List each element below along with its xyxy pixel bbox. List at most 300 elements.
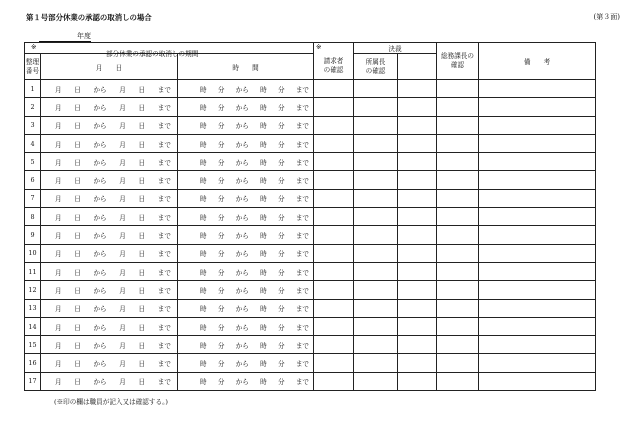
day-label: 日 [74, 195, 81, 204]
until-label: まで [295, 122, 309, 131]
dept-head-confirm-cell[interactable] [354, 262, 398, 280]
row-number: 12 [25, 281, 41, 299]
row-number: 11 [25, 262, 41, 280]
requester-confirm-cell[interactable] [314, 244, 354, 262]
day-label: 日 [138, 305, 146, 314]
date-range-cell[interactable] [41, 153, 178, 171]
date-range-cell[interactable] [41, 116, 178, 134]
hour-label: 時 [200, 286, 207, 295]
month-label: 月 [119, 305, 126, 314]
dept-head-confirm-cell[interactable] [354, 281, 398, 299]
gm-confirm-cell[interactable] [437, 189, 479, 207]
from-label: から [93, 103, 107, 112]
row-number: 13 [25, 299, 41, 317]
hour-label: 時 [260, 250, 267, 259]
remarks-cell[interactable] [479, 80, 596, 98]
month-label: 月 [55, 195, 62, 204]
day-label: 日 [74, 360, 81, 369]
minute-label: 分 [217, 250, 225, 259]
until-label: まで [295, 250, 309, 259]
table-row [25, 336, 596, 354]
requester-confirm-cell[interactable] [314, 336, 354, 354]
time-range-cell[interactable] [178, 244, 314, 262]
time-range-cell[interactable] [178, 80, 314, 98]
hour-label: 時 [260, 286, 267, 295]
row-number: 8 [25, 208, 41, 226]
gm-confirm-cell[interactable] [437, 354, 479, 372]
table-row [25, 244, 596, 262]
month-label: 月 [55, 268, 62, 277]
decision-cell[interactable] [398, 354, 437, 372]
requester-confirm-cell[interactable] [314, 171, 354, 189]
hour-label: 時 [200, 103, 207, 112]
month-label: 月 [55, 250, 62, 259]
day-label: 日 [74, 250, 81, 259]
from-label: から [235, 103, 249, 112]
date-range-cell[interactable] [41, 354, 178, 372]
day-label: 日 [74, 268, 81, 277]
until-label: まで [295, 341, 309, 350]
gm-confirm-cell[interactable] [437, 244, 479, 262]
remarks-cell[interactable] [479, 281, 596, 299]
date-range-cell[interactable] [41, 244, 178, 262]
remarks-cell[interactable] [479, 244, 596, 262]
date-range-cell[interactable] [41, 262, 178, 280]
minute-label: 分 [217, 103, 225, 112]
from-label: から [93, 140, 107, 149]
row-number: 4 [25, 134, 41, 152]
until-label: まで [157, 85, 171, 94]
from-label: から [93, 250, 107, 259]
requester-line-2: の確認 [323, 66, 344, 75]
month-label: 月 [55, 177, 62, 186]
date-range-cell[interactable] [41, 317, 178, 335]
row-number: 2 [25, 98, 41, 116]
time-range-cell[interactable] [178, 171, 314, 189]
table-row [25, 80, 596, 98]
time-range-cell[interactable] [178, 153, 314, 171]
requester-confirm-cell[interactable] [314, 134, 354, 152]
minute-label: 分 [217, 305, 225, 314]
decision-cell[interactable] [398, 336, 437, 354]
date-range-cell[interactable] [41, 281, 178, 299]
from-label: から [93, 268, 107, 277]
time-range-cell[interactable] [178, 262, 314, 280]
dept-head-confirm-header [354, 54, 398, 80]
time-column-header: 時 間 [178, 54, 314, 80]
hour-label: 時 [260, 103, 267, 112]
gm-confirm-cell[interactable] [437, 153, 479, 171]
requester-confirm-cell[interactable] [314, 80, 354, 98]
hour-label: 時 [200, 177, 207, 186]
mark-right: ※ [316, 43, 322, 51]
remarks-cell[interactable] [479, 317, 596, 335]
date-range-cell[interactable] [41, 134, 178, 152]
minute-label: 分 [217, 323, 225, 332]
from-label: から [93, 341, 107, 350]
date-range-cell[interactable] [41, 372, 178, 390]
decision-cell[interactable] [398, 189, 437, 207]
from-label: から [93, 378, 107, 387]
gm-confirm-cell[interactable] [437, 226, 479, 244]
row-number: 14 [25, 317, 41, 335]
day-label: 日 [74, 232, 81, 241]
from-label: から [235, 341, 249, 350]
from-label: から [93, 158, 107, 167]
until-label: まで [157, 378, 171, 387]
row-number: 1 [25, 80, 41, 98]
until-label: まで [295, 305, 309, 314]
date-range-cell[interactable] [41, 208, 178, 226]
remarks-cell[interactable] [479, 226, 596, 244]
gm-confirm-cell[interactable] [437, 299, 479, 317]
date-range-cell[interactable] [41, 80, 178, 98]
month-label: 月 [55, 232, 62, 241]
table-row [25, 299, 596, 317]
requester-confirm-cell[interactable] [314, 226, 354, 244]
day-label: 日 [138, 213, 146, 222]
day-label: 日 [138, 85, 146, 94]
minute-label: 分 [277, 323, 285, 332]
from-label: から [235, 323, 249, 332]
seiri-header [25, 54, 41, 80]
gm-confirm-cell[interactable] [437, 98, 479, 116]
month-label: 月 [55, 213, 62, 222]
gm-confirm-header [437, 43, 479, 80]
month-label: 月 [119, 360, 126, 369]
decision-cell[interactable] [398, 134, 437, 152]
from-label: から [235, 140, 249, 149]
until-label: まで [295, 323, 309, 332]
row-number: 7 [25, 189, 41, 207]
time-range-cell[interactable] [178, 208, 314, 226]
until-label: まで [295, 140, 309, 149]
decision-cell[interactable] [398, 80, 437, 98]
hour-label: 時 [200, 140, 207, 149]
table-row [25, 153, 596, 171]
table-row [25, 171, 596, 189]
gm-confirm-cell[interactable] [437, 171, 479, 189]
dept-head-confirm-cell[interactable] [354, 171, 398, 189]
requester-confirm-cell[interactable] [314, 372, 354, 390]
month-label: 月 [55, 341, 62, 350]
dept-head-confirm-cell[interactable] [354, 208, 398, 226]
day-label: 日 [138, 177, 146, 186]
until-label: まで [157, 305, 171, 314]
time-range-cell[interactable] [178, 98, 314, 116]
decision-cell[interactable] [398, 372, 437, 390]
requester-confirm-cell[interactable] [314, 189, 354, 207]
period-header-cell [25, 43, 314, 58]
decision-cell[interactable] [398, 116, 437, 134]
month-label: 月 [119, 232, 126, 241]
time-range-cell[interactable] [178, 372, 314, 390]
dept-head-confirm-cell[interactable] [354, 336, 398, 354]
day-label: 日 [138, 158, 146, 167]
decision-cell[interactable] [398, 281, 437, 299]
requester-confirm-cell[interactable] [314, 153, 354, 171]
requester-confirm-cell[interactable] [314, 262, 354, 280]
day-label: 日 [138, 140, 146, 149]
dept-head-confirm-cell[interactable] [354, 354, 398, 372]
decision-cell[interactable] [398, 171, 437, 189]
until-label: まで [157, 195, 171, 204]
hour-label: 時 [260, 140, 267, 149]
from-label: から [93, 213, 107, 222]
time-range-cell[interactable] [178, 226, 314, 244]
minute-label: 分 [277, 341, 285, 350]
decision-cell[interactable] [398, 299, 437, 317]
time-range-cell[interactable] [178, 134, 314, 152]
minute-label: 分 [217, 195, 225, 204]
remarks-cell[interactable] [479, 354, 596, 372]
hour-label: 時 [200, 305, 207, 314]
month-label: 月 [119, 85, 126, 94]
month-label: 月 [55, 286, 62, 295]
hour-label: 時 [260, 268, 267, 277]
remarks-cell[interactable] [479, 262, 596, 280]
month-label: 月 [119, 195, 126, 204]
date-range-cell[interactable] [41, 171, 178, 189]
hour-label: 時 [200, 213, 207, 222]
from-label: から [93, 323, 107, 332]
month-label: 月 [119, 158, 126, 167]
remarks-cell[interactable] [479, 336, 596, 354]
remarks-cell[interactable] [479, 208, 596, 226]
requester-confirm-cell[interactable] [314, 317, 354, 335]
minute-label: 分 [277, 232, 285, 241]
hour-label: 時 [260, 378, 267, 387]
gm-line-2: 確認 [450, 61, 465, 69]
remarks-cell[interactable] [479, 299, 596, 317]
from-label: から [235, 232, 249, 241]
hour-label: 時 [260, 323, 267, 332]
day-label: 日 [138, 286, 146, 295]
requester-confirm-cell[interactable] [314, 98, 354, 116]
minute-label: 分 [277, 378, 285, 387]
minute-label: 分 [277, 213, 285, 222]
date-range-cell[interactable] [41, 226, 178, 244]
gm-confirm-cell[interactable] [437, 281, 479, 299]
time-range-cell[interactable] [178, 354, 314, 372]
until-label: まで [157, 323, 171, 332]
table-row [25, 281, 596, 299]
decision-cell[interactable] [398, 262, 437, 280]
month-label: 月 [55, 140, 62, 149]
from-label: から [235, 122, 249, 131]
until-label: まで [295, 158, 309, 167]
minute-label: 分 [277, 268, 285, 277]
until-label: まで [295, 268, 309, 277]
row-number: 5 [25, 153, 41, 171]
remarks-cell[interactable] [479, 372, 596, 390]
entry-rows [25, 80, 596, 391]
date-range-cell[interactable] [41, 98, 178, 116]
hour-label: 時 [260, 158, 267, 167]
until-label: まで [295, 232, 309, 241]
until-label: まで [157, 177, 171, 186]
until-label: まで [295, 360, 309, 369]
requester-confirm-header [314, 54, 354, 80]
month-label: 月 [55, 360, 62, 369]
remarks-cell[interactable] [479, 189, 596, 207]
from-label: から [93, 305, 107, 314]
dept-head-confirm-cell[interactable] [354, 317, 398, 335]
row-number: 16 [25, 354, 41, 372]
hour-label: 時 [200, 360, 207, 369]
until-label: まで [295, 177, 309, 186]
minute-label: 分 [277, 140, 285, 149]
table-row [25, 372, 596, 390]
leave-cancellation-table [24, 42, 596, 391]
decision-cell[interactable] [398, 317, 437, 335]
until-label: まで [295, 286, 309, 295]
dept-head-confirm-cell[interactable] [354, 153, 398, 171]
hour-label: 時 [260, 195, 267, 204]
table-row [25, 98, 596, 116]
time-range-cell[interactable] [178, 336, 314, 354]
dept-head-confirm-cell[interactable] [354, 116, 398, 134]
page-mark: (第３面) [593, 13, 620, 21]
gm-confirm-cell[interactable] [437, 372, 479, 390]
dept-head-confirm-cell[interactable] [354, 134, 398, 152]
remarks-cell[interactable] [479, 134, 596, 152]
gm-confirm-cell[interactable] [437, 317, 479, 335]
document-title: 第１号部分休業の承認の取消しの場合 [26, 13, 152, 22]
hour-label: 時 [260, 85, 267, 94]
month-label: 月 [119, 103, 126, 112]
until-label: まで [157, 232, 171, 241]
from-label: から [93, 360, 107, 369]
decision-cell[interactable] [398, 208, 437, 226]
until-label: まで [157, 268, 171, 277]
from-label: から [235, 250, 249, 259]
minute-label: 分 [217, 378, 225, 387]
minute-label: 分 [217, 158, 225, 167]
gm-confirm-cell[interactable] [437, 208, 479, 226]
hour-label: 時 [200, 341, 207, 350]
until-label: まで [157, 213, 171, 222]
dept-head-confirm-cell[interactable] [354, 226, 398, 244]
until-label: まで [157, 286, 171, 295]
requester-confirm-cell[interactable] [314, 281, 354, 299]
time-range-cell[interactable] [178, 116, 314, 134]
day-label: 日 [74, 140, 81, 149]
decision-cell[interactable] [398, 226, 437, 244]
decision-header: 決裁 [354, 43, 437, 54]
until-label: まで [157, 140, 171, 149]
hour-label: 時 [260, 232, 267, 241]
decision-cell[interactable] [398, 153, 437, 171]
dept-head-confirm-cell[interactable] [354, 244, 398, 262]
gm-confirm-cell[interactable] [437, 134, 479, 152]
until-label: まで [157, 360, 171, 369]
dept-head-confirm-cell[interactable] [354, 372, 398, 390]
hour-label: 時 [200, 323, 207, 332]
footnote: (※印の欄は職員が記入又は確認する。) [54, 398, 168, 406]
date-range-cell[interactable] [41, 299, 178, 317]
row-number: 6 [25, 171, 41, 189]
hour-label: 時 [260, 122, 267, 131]
from-label: から [235, 305, 249, 314]
day-label: 日 [138, 268, 146, 277]
minute-label: 分 [217, 232, 225, 241]
day-label: 日 [74, 213, 81, 222]
until-label: まで [295, 213, 309, 222]
table-row [25, 134, 596, 152]
hour-label: 時 [260, 341, 267, 350]
month-label: 月 [119, 286, 126, 295]
until-label: まで [295, 103, 309, 112]
minute-label: 分 [277, 158, 285, 167]
time-range-cell[interactable] [178, 281, 314, 299]
remarks-cell[interactable] [479, 98, 596, 116]
minute-label: 分 [277, 286, 285, 295]
day-label: 日 [138, 103, 146, 112]
date-range-cell[interactable] [41, 336, 178, 354]
remarks-cell[interactable] [479, 153, 596, 171]
row-number: 15 [25, 336, 41, 354]
hour-label: 時 [200, 122, 207, 131]
gm-confirm-cell[interactable] [437, 80, 479, 98]
gm-confirm-cell[interactable] [437, 336, 479, 354]
requester-confirm-cell[interactable] [314, 354, 354, 372]
decision-cell[interactable] [398, 244, 437, 262]
seiri-line-1: 整理 [25, 57, 40, 66]
dept-head-confirm-cell[interactable] [354, 299, 398, 317]
time-range-cell[interactable] [178, 189, 314, 207]
month-label: 月 [119, 122, 126, 131]
month-label: 月 [119, 140, 126, 149]
remarks-cell[interactable] [479, 116, 596, 134]
month-label: 月 [119, 250, 126, 259]
requester-confirm-cell[interactable] [314, 116, 354, 134]
row-number: 9 [25, 226, 41, 244]
minute-label: 分 [277, 85, 285, 94]
from-label: から [93, 195, 107, 204]
remarks-cell[interactable] [479, 171, 596, 189]
day-label: 日 [74, 177, 81, 186]
day-label: 日 [138, 360, 146, 369]
date-range-cell[interactable] [41, 189, 178, 207]
minute-label: 分 [277, 195, 285, 204]
month-label: 月 [55, 85, 62, 94]
requester-confirm-cell[interactable] [314, 208, 354, 226]
decision-cell[interactable] [398, 98, 437, 116]
time-range-cell[interactable] [178, 317, 314, 335]
remarks-header: 備 考 [479, 43, 596, 80]
minute-label: 分 [277, 360, 285, 369]
mark-right-cell [314, 43, 354, 54]
requester-confirm-cell[interactable] [314, 299, 354, 317]
dept-head-confirm-cell[interactable] [354, 80, 398, 98]
day-label: 日 [138, 122, 146, 131]
from-label: から [235, 85, 249, 94]
decision-blank-header [398, 54, 437, 80]
month-label: 月 [119, 378, 126, 387]
gm-confirm-cell[interactable] [437, 116, 479, 134]
row-number: 10 [25, 244, 41, 262]
day-label: 日 [74, 305, 81, 314]
until-label: まで [157, 341, 171, 350]
minute-label: 分 [277, 177, 285, 186]
dept-head-confirm-cell[interactable] [354, 98, 398, 116]
until-label: まで [157, 250, 171, 259]
gm-confirm-cell[interactable] [437, 262, 479, 280]
minute-label: 分 [277, 103, 285, 112]
dept-head-confirm-cell[interactable] [354, 189, 398, 207]
time-range-cell[interactable] [178, 299, 314, 317]
